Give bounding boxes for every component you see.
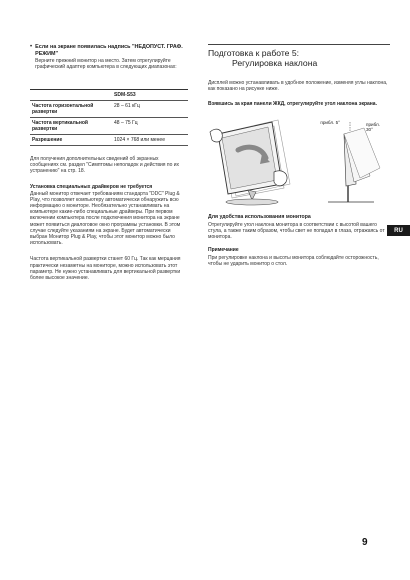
section-rule bbox=[208, 44, 390, 45]
table-cell-label: Разрешение bbox=[30, 134, 112, 145]
warning-bullet bbox=[30, 44, 188, 71]
spec-table bbox=[30, 89, 188, 146]
intro-paragraph: Дисплей можно устанавливать в удобное положение, изменяя углы наклона, как показано на рисунке ниже. bbox=[208, 80, 388, 93]
left-column bbox=[30, 44, 188, 281]
info-paragraph: Для получения дополнительных сведений об экранных сообщениях см. раздел "Симптомы неполадок и действия по их устранению" на стр. 18. bbox=[30, 155, 180, 174]
table-cell-value: 28 – 61 кГц bbox=[112, 100, 188, 117]
table-cell-value: 48 – 75 Гц bbox=[112, 117, 188, 134]
section-title-line1: Подготовка к работе 5: bbox=[208, 48, 300, 58]
table-cell-value: 1024 × 768 или менее bbox=[112, 134, 188, 145]
note-paragraph: При регулировке наклона и высоты монитора соблюдайте осторожность, чтобы не ударить монитор о стол. bbox=[208, 254, 379, 268]
bullet-body: Верните прежний монитор на место. Затем отрегулируйте графический адаптер компьютера в следующих диапазонах: bbox=[35, 58, 177, 71]
table-cell-label: Частота горизонтальной развертки bbox=[30, 100, 112, 117]
comfort-heading: Для удобства использования монитора bbox=[208, 213, 311, 220]
table-row bbox=[30, 134, 188, 145]
frequency-paragraph: Частота вертикальной развертки станет 60 Гц. Так как мерцания практически незаметны на мониторе, можно использовать этот параметр. Не нужно устанавливать для вертикальной развертки более высокое значение. bbox=[30, 256, 181, 282]
table-header-cell bbox=[30, 89, 112, 100]
table-header-row bbox=[30, 89, 188, 100]
note-heading: Примечание bbox=[208, 246, 239, 253]
table-header-cell: SDM-S53 bbox=[112, 89, 188, 100]
angle-label-30deg: прибл. 30° bbox=[366, 121, 380, 132]
language-tab: RU bbox=[387, 225, 410, 236]
right-column bbox=[208, 44, 390, 267]
table-row bbox=[30, 117, 188, 134]
plug-play-heading: Установка специальных драйверов не требуется bbox=[30, 184, 153, 191]
page-number: 9 bbox=[362, 537, 368, 548]
comfort-paragraph: Отрегулируйте угол наклона монитора в соответствии с высотой вашего стула, а также таким образом, чтобы свет не попадал в глаза, отражаясь от монитора. bbox=[208, 222, 385, 241]
bullet-title: Если на экране появилась надпись "НЕДОПУСТ. ГРАФ. РЕЖИМ" bbox=[35, 44, 183, 57]
plug-play-paragraph: Данный монитор отвечает требованиям стандарта "DDC" Plug & Play, что позволяет компьютеру автоматически обнаружить всю информацию о мониторе. Необязательно устанавливать на компьютере какие-либо специальные драйверы. При первом включении компьютера после подключения монитора на экране может появиться диалоговое окно программы установки. В этом случае следуйте указаниям на экране. Будет автоматически выбран Монитор Plug & Play, чтобы этот монитор можно было использовать. bbox=[30, 190, 181, 247]
side-view bbox=[328, 122, 380, 202]
tilt-illustration bbox=[208, 114, 390, 206]
table-row bbox=[30, 100, 188, 117]
table-cell-label: Частота вертикальной развертки bbox=[30, 117, 112, 134]
instruction-text: Взявшись за края панели ЖКД, отрегулируйте угол наклона экрана. bbox=[208, 101, 377, 108]
monitor-tilt-drawing bbox=[208, 114, 390, 206]
section-title-line2: Регулировка наклона bbox=[232, 58, 318, 68]
bullet-marker: • bbox=[30, 44, 33, 50]
angle-label-5deg: прибл. 5° bbox=[320, 119, 340, 125]
section-title bbox=[208, 48, 390, 68]
